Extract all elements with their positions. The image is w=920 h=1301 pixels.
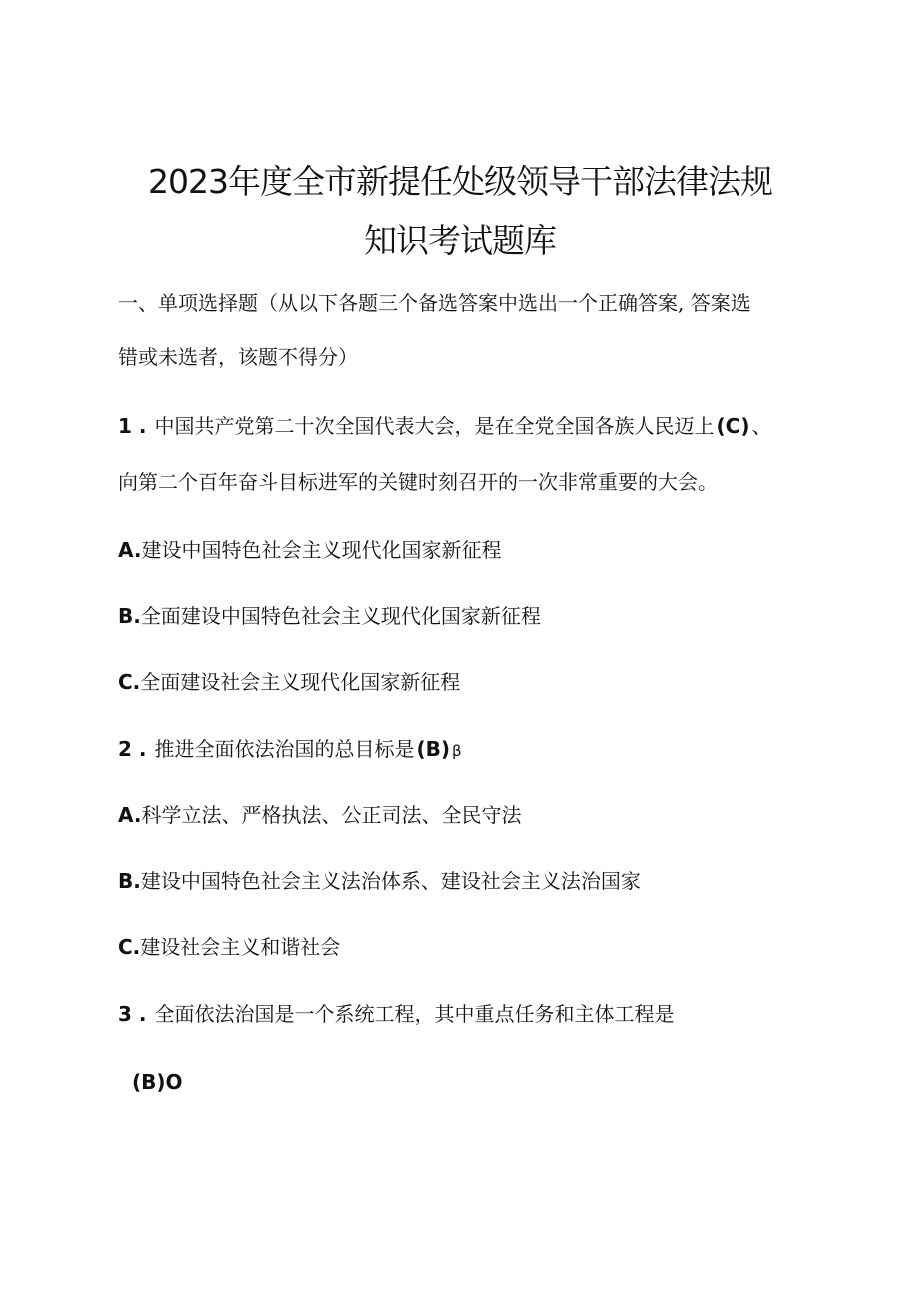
option-text: 建设中国特色社会主义现代化国家新征程 — [141, 538, 502, 562]
question-3-number: 3 . — [118, 1002, 147, 1026]
option-text: 建设中国特色社会主义法治体系、建设社会主义法治国家 — [140, 869, 641, 893]
option-letter: B. — [118, 604, 141, 628]
option-letter: B. — [118, 869, 141, 893]
question-1-answer: (C) — [716, 414, 750, 438]
question-1-suffix: 、 — [751, 414, 772, 438]
option-letter: C. — [118, 670, 141, 694]
option-text: 全面建设社会主义现代化国家新征程 — [140, 670, 461, 694]
option-text: 全面建设中国特色社会主义现代化国家新征程 — [140, 604, 541, 628]
question-1-option-c — [118, 668, 460, 696]
option-text: 科学立法、严格执法、公正司法、全民守法 — [141, 803, 522, 827]
question-1-option-b — [118, 602, 541, 630]
question-2-number: 2 . — [118, 737, 147, 761]
question-1-option-a — [118, 536, 501, 564]
document-title-line-2: 知识考试题库 — [364, 221, 556, 260]
question-3-text: 全面依法治国是一个系统工程，其中重点任务和主体工程是 — [154, 1002, 675, 1026]
question-2-option-a — [118, 801, 521, 829]
option-letter: A. — [118, 538, 142, 562]
section-heading-line-1: 一、单项选择题（从以下各题三个备选答案中选出一个正确答案, 答案选 — [118, 291, 751, 315]
question-2-text: 推进全面依法治国的总目标是 — [154, 737, 415, 761]
option-letter: C. — [118, 935, 141, 959]
document-title-line-1: 2023年度全市新提任处级领导干部法律法规 — [148, 162, 772, 201]
question-3 — [118, 1000, 675, 1028]
question-1-text: 中国共产党第二十次全国代表大会，是在全党全国各族人民迈上 — [154, 414, 715, 438]
question-2-option-c — [118, 933, 340, 961]
question-2-option-b — [118, 867, 641, 895]
question-2-answer: (B) — [416, 737, 451, 761]
question-2-suffix: β — [452, 742, 462, 760]
question-2 — [118, 735, 462, 765]
question-1-number: 1 . — [118, 414, 147, 438]
question-1-line-2: 向第二个百年奋斗目标进军的关键时刻召开的一次非常重要的大会。 — [118, 470, 718, 494]
option-letter: A. — [118, 803, 142, 827]
section-heading-line-2: 错或未选者，该题不得分） — [118, 345, 358, 369]
question-3-answer: (B)O — [132, 1070, 183, 1094]
question-1 — [118, 412, 771, 440]
option-text: 建设社会主义和谐社会 — [140, 935, 341, 959]
